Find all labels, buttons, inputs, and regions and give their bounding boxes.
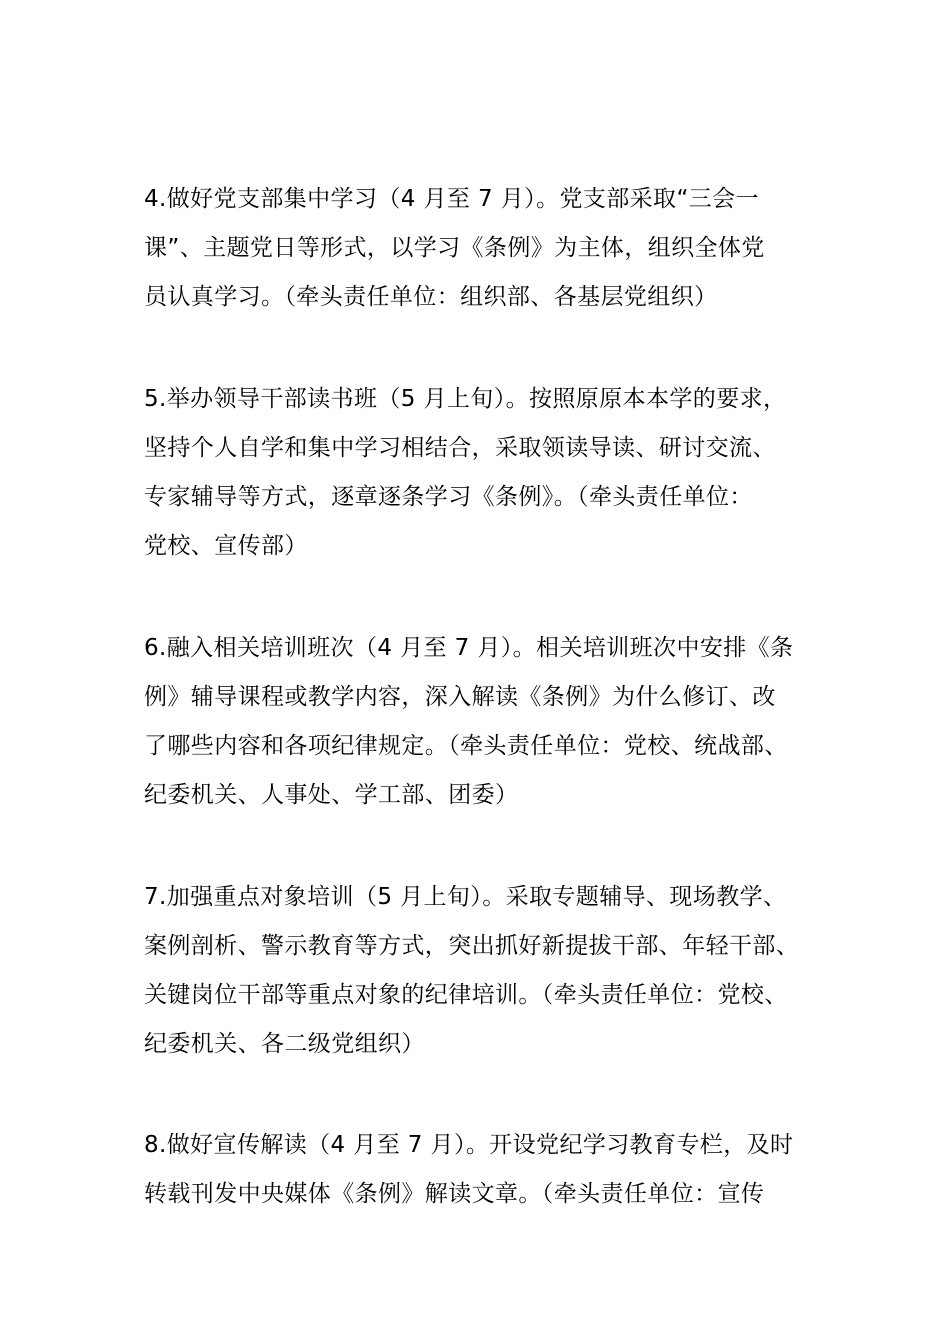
paragraph-item-5	[144, 375, 834, 571]
paragraph-item-6	[144, 624, 834, 820]
text-line: 5.举办领导干部读书班（5 月上旬）。按照原原本本学的要求，	[144, 386, 787, 412]
text-line: 党校、宣传部）	[144, 533, 308, 559]
text-line: 纪委机关、人事处、学工部、团委）	[144, 782, 519, 808]
paragraph-item-7	[144, 873, 834, 1069]
text-line: 关键岗位干部等重点对象的纪律培训。（牵头责任单位：党校、	[144, 982, 788, 1008]
paragraph-item-4	[144, 175, 834, 322]
text-line: 8.做好宣传解读（4 月至 7 月）。开设党纪学习教育专栏，及时	[144, 1132, 794, 1158]
text-line: 员认真学习。（牵头责任单位：组织部、各基层党组织）	[144, 284, 718, 310]
paragraph-item-8	[144, 1121, 834, 1219]
text-line: 转载刊发中央媒体《条例》解读文章。（牵头责任单位：宣传	[144, 1181, 765, 1207]
text-line: 纪委机关、各二级党组织）	[144, 1031, 425, 1057]
text-line: 课”、主题党日等形式，以学习《条例》为主体，组织全体党	[144, 235, 765, 261]
text-line: 4.做好党支部集中学习（4 月至 7 月）。党支部采取“三会一	[144, 186, 759, 212]
text-line: 6.融入相关培训班次（4 月至 7 月）。相关培训班次中安排《条	[144, 635, 794, 661]
text-line: 7.加强重点对象培训（5 月上旬）。采取专题辅导、现场教学、	[144, 884, 787, 910]
text-line: 了哪些内容和各项纪律规定。（牵头责任单位：党校、统战部、	[144, 733, 788, 759]
text-line: 例》辅导课程或教学内容，深入解读《条例》为什么修订、改	[144, 684, 776, 710]
text-line: 坚持个人自学和集中学习相结合，采取领读导读、研讨交流、	[144, 435, 776, 461]
text-line: 专家辅导等方式，逐章逐条学习《条例》。（牵头责任单位：	[144, 484, 753, 510]
text-line: 案例剖析、警示教育等方式，突出抓好新提拔干部、年轻干部、	[144, 933, 800, 959]
